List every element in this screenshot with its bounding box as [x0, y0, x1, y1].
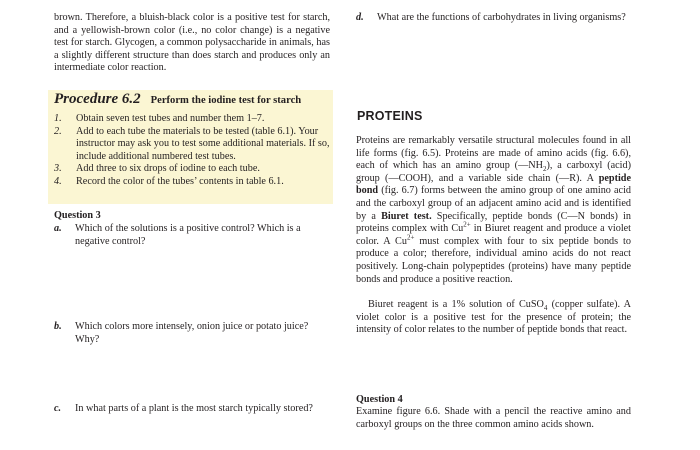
step-text: Add three to six drops of iodine to each tube. [76, 163, 260, 175]
text-run: (copper sulfate). A violet color is a positive test for the presence of protein; the intensity of color relates to the number of peptide bonds that react. [356, 299, 631, 336]
text-run: Biuret reagent is a 1% solution of CuSO [368, 299, 544, 310]
text-run: (fig. 6.7) forms between the amino group of one amino acid and the carboxyl group of an adjacent amino acid and is identified by a [356, 185, 631, 222]
step-text: Record the color of the tubes’ contents in table 6.1. [76, 175, 284, 187]
term-peptide-bond: peptide bond [356, 172, 631, 197]
text-run: Proteins are remarkably versatile structural molecules found in all life forms (fig. 6.5). Proteins are made of amino acids (fig. 6.6), each of which has an amino group (—NH [356, 135, 631, 172]
step-number: 3. [54, 163, 62, 175]
procedure-heading [54, 93, 334, 108]
question-3a [54, 223, 330, 248]
step-number: 4. [54, 175, 62, 187]
question-3b [54, 321, 330, 346]
subscript: 4 [543, 304, 548, 313]
question-3-title: Question 3 [54, 210, 101, 221]
question-text: In what parts of a plant is the most starch typically stored? [75, 403, 313, 414]
question-d [356, 12, 631, 25]
procedure-step [54, 163, 330, 176]
procedure-subtitle: Perform the iodine test for starch [150, 95, 302, 106]
procedure-step [54, 113, 330, 126]
text-run: in Biuret reagent and produce a violet color. A Cu [356, 223, 631, 247]
question-4-title: Question 4 [356, 394, 403, 405]
text-run: ), a carboxyl (acid) group (—COOH), and a variable side chain (—R). A [356, 160, 632, 184]
question-text: Which of the solutions is a positive control? Which is a negative control? [75, 223, 301, 247]
subscript: 2 [542, 165, 547, 174]
biuret-paragraph [356, 299, 631, 337]
question-letter: d. [356, 12, 364, 23]
question-text: Which colors more intensely, onion juice or potato juice? Why? [75, 321, 309, 345]
step-text: Obtain seven test tubes and number them 1–7. [76, 113, 265, 124]
intro-paragraph: brown. Therefore, a bluish-black color is a positive test for starch, and a yellowish-brown color (i.e., no color change) is a negative test for starch. Glycogen, a common polysaccharide in animals, has a slightly different structure than does starch and produces only an intermediate color reaction. [54, 12, 330, 74]
step-number: 1. [54, 113, 62, 124]
question-text: What are the functions of carbohydrates in living organisms? [377, 12, 626, 23]
question-letter: b. [54, 321, 62, 332]
procedure-step [54, 176, 330, 189]
superscript: 2+ [463, 220, 471, 229]
step-number: 2. [54, 125, 62, 137]
question-4-text: Examine figure 6.6. Shade with a pencil the reactive amino and carboxyl groups on the three common amino acids shown. [356, 406, 631, 430]
procedure-title: Procedure 6.2 [54, 91, 141, 107]
proteins-paragraph [356, 135, 631, 286]
term-biuret-test: Biuret test. [381, 210, 432, 222]
procedure-steps [54, 113, 330, 189]
question-letter: c. [54, 403, 62, 414]
question-3c [54, 403, 330, 416]
text-run: Specifically, peptide bonds (C—N bonds) in proteins complex with Cu [356, 210, 631, 235]
proteins-heading: PROTEINS [357, 109, 423, 123]
question-letter: a. [54, 223, 62, 234]
step-text: Add to each tube the materials to be tested (table 6.1). Your instructor may ask you to test some additional materials. If so, include additional numbered test tubes. [76, 125, 330, 162]
superscript: 2+ [406, 233, 415, 242]
procedure-step [54, 126, 330, 164]
text-run: must complex with four to six peptide bonds to produce a color; therefore, individual amino acids do not react positively. Long-chain polypeptides (proteins) have many peptide bonds and produce a positive reaction. [356, 235, 631, 285]
